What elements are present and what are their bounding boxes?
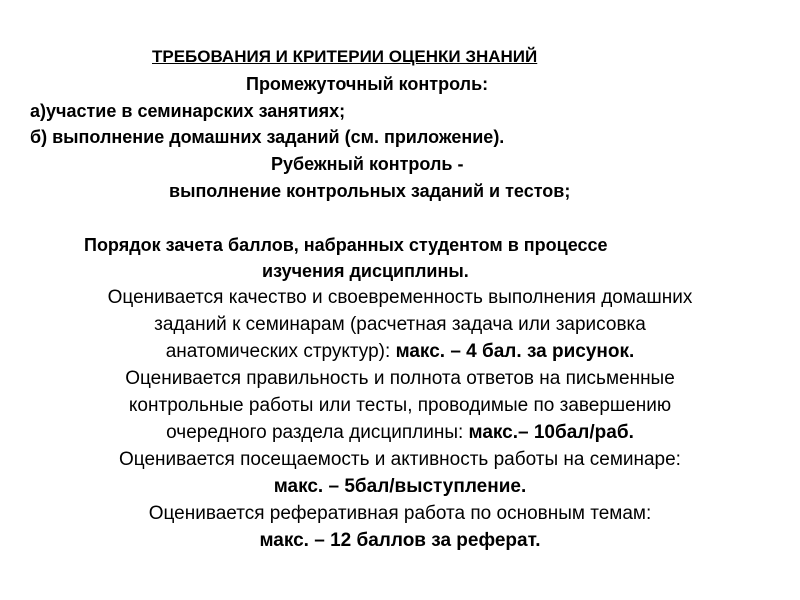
list-item-a: а)участие в семинарских занятиях;: [30, 101, 346, 121]
scoring-title-line1: Порядок зачета баллов, набранных студентом в процессе: [84, 235, 608, 255]
tests-max-score: макс.– 10бал/раб.: [468, 422, 634, 443]
list-item-b: б) выполнение домашних заданий (см. приложение).: [30, 127, 505, 147]
attendance-criterion-line1: Оценивается посещаемость и активность работы на семинаре:: [119, 449, 681, 470]
page-title: ТРЕБОВАНИЯ И КРИТЕРИИ ОЦЕНКИ ЗНАНИЙ: [152, 47, 538, 66]
milestone-control-heading: Рубежный контроль -: [271, 154, 464, 174]
homework-criterion-line2: заданий к семинарам (расчетная задача или зарисовка: [154, 314, 646, 335]
tests-criterion-line3: [0, 421, 800, 445]
tests-criterion-line2: контрольные работы или тесты, проводимые по завершению: [128, 395, 672, 416]
homework-criterion-line1: Оценивается качество и своевременность выполнения домашних: [107, 287, 693, 308]
essay-max-score: макс. – 12 баллов за реферат.: [259, 530, 541, 551]
interim-control-heading: Промежуточный контроль:: [246, 74, 489, 94]
homework-max-score: макс. – 4 бал. за рисунок.: [395, 341, 635, 362]
attendance-max-score: макс. – 5бал/выступление.: [273, 476, 527, 497]
scoring-title-line2: изучения дисциплины.: [262, 261, 469, 281]
essay-criterion-line1: Оценивается реферативная работа по основным темам:: [148, 503, 652, 524]
tests-criterion-text: очередного раздела дисциплины:: [166, 422, 469, 443]
homework-criterion-text: анатомических структур):: [165, 341, 396, 362]
homework-criterion-line3: [0, 340, 800, 364]
tests-criterion-line1: Оценивается правильность и полнота ответов на письменные: [125, 368, 675, 389]
milestone-control-description: выполнение контрольных заданий и тестов;: [169, 181, 571, 201]
